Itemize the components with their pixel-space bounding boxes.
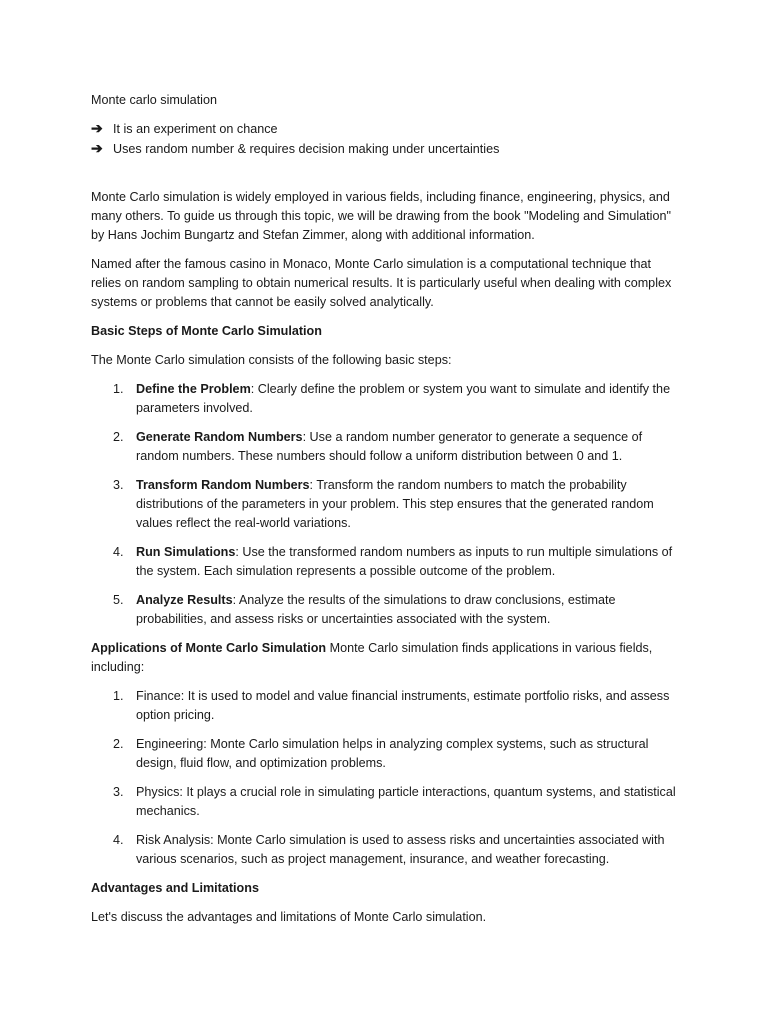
document-title: Monte carlo simulation	[91, 93, 217, 107]
step-text: : Clearly define the problem or system you want to simulate and identify the parameters involved.	[136, 382, 671, 415]
step-number: 5.	[113, 593, 124, 607]
step-item	[91, 591, 684, 629]
application-number: 4.	[113, 833, 124, 847]
arrow-right-icon: ➔	[91, 140, 103, 156]
applications-lead: Monte Carlo simulation finds applications in various fields, including:	[91, 641, 653, 674]
step-item	[91, 380, 684, 418]
step-body	[136, 428, 684, 466]
bullet-item	[91, 139, 684, 159]
step-number: 3.	[113, 478, 124, 492]
step-term: Run Simulations	[136, 545, 236, 559]
step-term: Define the Problem	[136, 382, 251, 396]
step-text: : Use the transformed random numbers as inputs to run multiple simulations of the system. Each simulation represents a possible outcome of the problem.	[136, 545, 673, 578]
step-body	[136, 380, 684, 418]
application-item	[91, 735, 684, 773]
application-text: Finance: It is used to model and value financial instruments, estimate portfolio risks, and assess option pricing.	[136, 689, 670, 722]
applications-heading: Applications of Monte Carlo Simulation	[91, 641, 327, 655]
arrow-right-icon: ➔	[91, 120, 103, 136]
applications-list	[91, 687, 684, 869]
bullet-item	[91, 119, 684, 139]
step-text: : Use a random number generator to generate a sequence of random numbers. These numbers should follow a uniform distribution between 0 and 1.	[136, 430, 643, 463]
applications-paragraph	[91, 639, 684, 677]
basic-steps-list	[91, 380, 684, 629]
step-number: 1.	[113, 382, 124, 396]
step-item	[91, 543, 684, 581]
step-term: Analyze Results	[136, 593, 233, 607]
basic-steps-heading: Basic Steps of Monte Carlo Simulation	[91, 324, 322, 338]
step-body	[136, 591, 684, 629]
step-text: : Transform the random numbers to match the probability distributions of the parameters in your problem. This step ensures that the generated random values reflect the real-world variations.	[136, 478, 654, 530]
application-number: 1.	[113, 689, 124, 703]
arrow-bullet-list	[91, 119, 684, 159]
application-item	[91, 783, 684, 821]
basic-steps-lead: The Monte Carlo simulation consists of the following basic steps:	[91, 353, 452, 367]
step-number: 2.	[113, 430, 124, 444]
step-body	[136, 543, 684, 581]
definition-paragraph: Named after the famous casino in Monaco, Monte Carlo simulation is a computational technique that relies on random sampling to obtain numerical results. It is particularly useful when dealing with complex systems or problems that cannot be easily solved analytically.	[91, 257, 672, 309]
application-text: Engineering: Monte Carlo simulation helps in analyzing complex systems, such as structural design, fluid flow, and optimization problems.	[136, 737, 649, 770]
application-text: Physics: It plays a crucial role in simulating particle interactions, quantum systems, and statistical mechanics.	[136, 785, 676, 818]
intro-paragraph: Monte Carlo simulation is widely employed in various fields, including finance, engineering, physics, and many others. To guide us through this topic, we will be drawing from the book "Modeling and Simulation" by Hans Jochim Bungartz and Stefan Zimmer, along with additional information.	[91, 190, 671, 242]
bullet-text: Uses random number & requires decision making under uncertainties	[113, 142, 500, 156]
step-item	[91, 476, 684, 533]
step-term: Transform Random Numbers	[136, 478, 310, 492]
step-body	[136, 476, 684, 533]
application-text: Risk Analysis: Monte Carlo simulation is used to assess risks and uncertainties associated with various scenarios, such as project management, insurance, and weather forecasting.	[136, 833, 665, 866]
advantages-lead: Let's discuss the advantages and limitations of Monte Carlo simulation.	[91, 910, 487, 924]
bullet-text: It is an experiment on chance	[113, 122, 278, 136]
advantages-heading: Advantages and Limitations	[91, 881, 259, 895]
step-term: Generate Random Numbers	[136, 430, 303, 444]
step-number: 4.	[113, 545, 124, 559]
step-item	[91, 428, 684, 466]
application-number: 2.	[113, 737, 124, 751]
step-text: : Analyze the results of the simulations to draw conclusions, estimate probabilities, and assess risks or uncertainties associated with the system.	[136, 593, 616, 626]
application-number: 3.	[113, 785, 124, 799]
application-item	[91, 687, 684, 725]
application-item	[91, 831, 684, 869]
